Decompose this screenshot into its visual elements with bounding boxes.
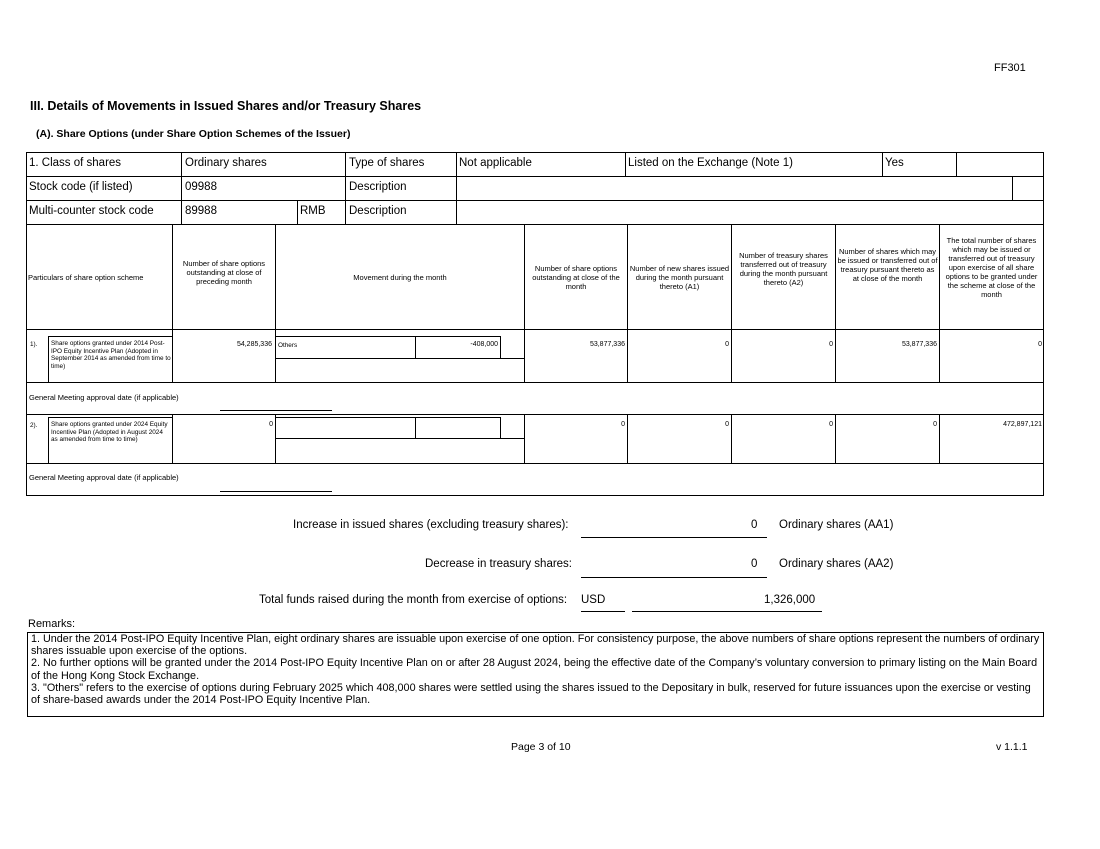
row1-movement-type[interactable]: Others — [278, 342, 298, 349]
remark-1: 1. Under the 2014 Post-IPO Equity Incentive Plan, eight ordinary shares are issuable upon exercise of one option. For consistency purpose, the above numbers of share options represent the numbers of ordinary shares issuable upon exercise of the options. — [31, 633, 1040, 658]
decrease-unit: Ordinary shares (AA2) — [779, 558, 894, 570]
multi-counter-label: Multi-counter stock code — [29, 205, 154, 217]
remarks-title: Remarks: — [28, 618, 76, 630]
stock-code-value: 09988 — [185, 181, 217, 193]
funds-value-line — [632, 611, 822, 612]
table-hline — [26, 463, 1044, 464]
table-vline — [627, 224, 628, 382]
row1-description: Share options granted under 2014 Post-IPO Equity Incentive Plan (Adopted in September 2014 as amended from time to time) — [51, 340, 171, 370]
table-vline — [939, 224, 940, 382]
table-vline — [524, 414, 525, 463]
header-may-be-issued: Number of shares which may be issued or transferred out of treasury pursuant thereto as at close of the month — [837, 247, 938, 283]
row1-new-shares: 0 — [725, 341, 729, 348]
row2-total-number: 472,897,121 — [1003, 421, 1042, 428]
row1-outstanding-preceding: 54,285,336 — [236, 341, 272, 348]
row1-may-be-issued: 53,877,336 — [901, 341, 937, 348]
header-total-number: The total number of shares which may be issued or transferred out of treasury upon exercise of all share options to be granted under the scheme at close of the month — [945, 236, 1038, 299]
increase-value: 0 — [751, 519, 758, 531]
table-vline — [939, 414, 940, 463]
info-vline — [181, 152, 182, 224]
row2-treasury-transferred: 0 — [829, 421, 833, 428]
info-vline — [1012, 176, 1013, 200]
multi-counter-value: 89988 — [185, 205, 217, 217]
table-vline — [172, 224, 173, 382]
info-vline — [297, 200, 298, 224]
info-vline — [956, 152, 957, 176]
type-of-shares-value: Not applicable — [459, 157, 532, 169]
row2-gm-label: General Meeting approval date (if applicable) — [29, 473, 179, 482]
type-of-shares-label: Type of shares — [349, 157, 425, 169]
table-vline — [500, 336, 501, 358]
row2-outstanding-close: 0 — [621, 421, 625, 428]
row1-gm-date-line[interactable] — [220, 410, 332, 411]
row1-gm-label: General Meeting approval date (if applicable) — [29, 393, 179, 402]
table-vline — [524, 224, 525, 382]
info-vline — [625, 152, 626, 176]
row1-index: 1). — [30, 341, 38, 348]
row1-movement-value: -408,000 — [470, 341, 498, 348]
subsection-title: (A). Share Options (under Share Option Schemes of the Issuer) — [36, 128, 351, 140]
table-vline — [731, 224, 732, 382]
header-new-shares: Number of new shares issued during the month pursuant thereto (A1) — [629, 264, 730, 291]
table-vline — [415, 336, 416, 358]
table-vline — [48, 336, 49, 382]
increase-unit: Ordinary shares (AA1) — [779, 519, 894, 531]
table-vline — [415, 417, 416, 438]
increase-label: Increase in issued shares (excluding treasury shares): — [293, 519, 569, 531]
description-label: Description — [349, 181, 407, 193]
table-vline — [835, 224, 836, 382]
info-vline — [456, 152, 457, 224]
remark-3: 3. "Others" refers to the exercise of options during February 2025 which 408,000 shares were settled using the shares issued to the Depositary in bulk, reserved for future issuances upon the exercise or vesting of share-based awards under the 2014 Post-IPO Equity Incentive Plan. — [31, 681, 1031, 707]
remarks-box — [27, 632, 1044, 717]
info-hline — [26, 176, 1044, 177]
header-movement: Movement during the month — [353, 273, 447, 282]
stock-code-label: Stock code (if listed) — [29, 181, 133, 193]
class-of-shares-value: Ordinary shares — [185, 157, 267, 169]
info-hline — [26, 224, 1044, 225]
funds-currency: USD — [581, 594, 606, 606]
listed-label: Listed on the Exchange (Note 1) — [628, 157, 793, 169]
row2-index: 2). — [30, 422, 38, 429]
page-number: Page 3 of 10 — [511, 741, 571, 753]
row2-may-be-issued: 0 — [933, 421, 937, 428]
table-hline — [275, 336, 500, 337]
table-vline — [500, 417, 501, 438]
table-hline — [26, 382, 1044, 383]
funds-value: 1,326,000 — [764, 594, 816, 606]
table-hline — [275, 358, 524, 359]
info-vline — [345, 152, 346, 224]
table-hline — [48, 417, 172, 418]
funds-currency-line — [581, 611, 625, 612]
table-left-border — [26, 224, 27, 496]
decrease-value: 0 — [751, 558, 758, 570]
header-outstanding-preceding: Number of share options outstanding at close of preceding month — [182, 259, 266, 286]
funds-label: Total funds raised during the month from exercise of options: — [259, 594, 568, 606]
table-hline — [275, 417, 500, 418]
class-of-shares-label: 1. Class of shares — [29, 157, 122, 169]
table-vline — [835, 414, 836, 463]
version: v 1.1.1 — [996, 741, 1028, 753]
decrease-label: Decrease in treasury shares: — [425, 558, 573, 570]
table-right-border — [1043, 224, 1044, 496]
listed-value: Yes — [885, 157, 904, 169]
table-hline — [48, 336, 172, 337]
row2-outstanding-preceding: 0 — [269, 421, 273, 428]
table-hline — [26, 414, 1044, 415]
section-title: III. Details of Movements in Issued Shares and/or Treasury Shares — [30, 99, 422, 113]
info-hline — [26, 200, 1044, 201]
row1-outstanding-close: 53,877,336 — [589, 341, 625, 348]
table-vline — [48, 417, 49, 463]
increase-line — [581, 537, 767, 538]
form-code: FF301 — [994, 62, 1026, 74]
description-label-2: Description — [349, 205, 407, 217]
table-hline — [26, 495, 1044, 496]
decrease-line — [581, 577, 767, 578]
multi-counter-currency: RMB — [300, 205, 326, 217]
header-particulars: Particulars of share option scheme — [28, 273, 144, 282]
table-vline — [172, 414, 173, 463]
row1-treasury-transferred: 0 — [829, 341, 833, 348]
info-vline — [882, 152, 883, 176]
row2-new-shares: 0 — [725, 421, 729, 428]
table-vline — [627, 414, 628, 463]
header-outstanding-close: Number of share options outstanding at close of the month — [532, 264, 620, 291]
row2-gm-date-line[interactable] — [220, 491, 332, 492]
row1-total-number: 0 — [1038, 341, 1042, 348]
table-hline — [275, 438, 524, 439]
table-hline — [26, 329, 1044, 330]
table-vline — [731, 414, 732, 463]
remark-2: 2. No further options will be granted under the 2014 Post-IPO Equity Incentive Plan on or after 28 August 2024, being the effective date of the Company’s voluntary conversion to primary listing on the Main Board of the Hong Kong Stock Exchange. — [31, 657, 1038, 682]
header-treasury-transferred: Number of treasury shares transferred out of treasury during the month pursuant thereto (A2) — [739, 251, 828, 287]
row2-description: Share options granted under 2024 Equity Incentive Plan (Adopted in August 2024 as amended from time to time) — [51, 421, 168, 444]
